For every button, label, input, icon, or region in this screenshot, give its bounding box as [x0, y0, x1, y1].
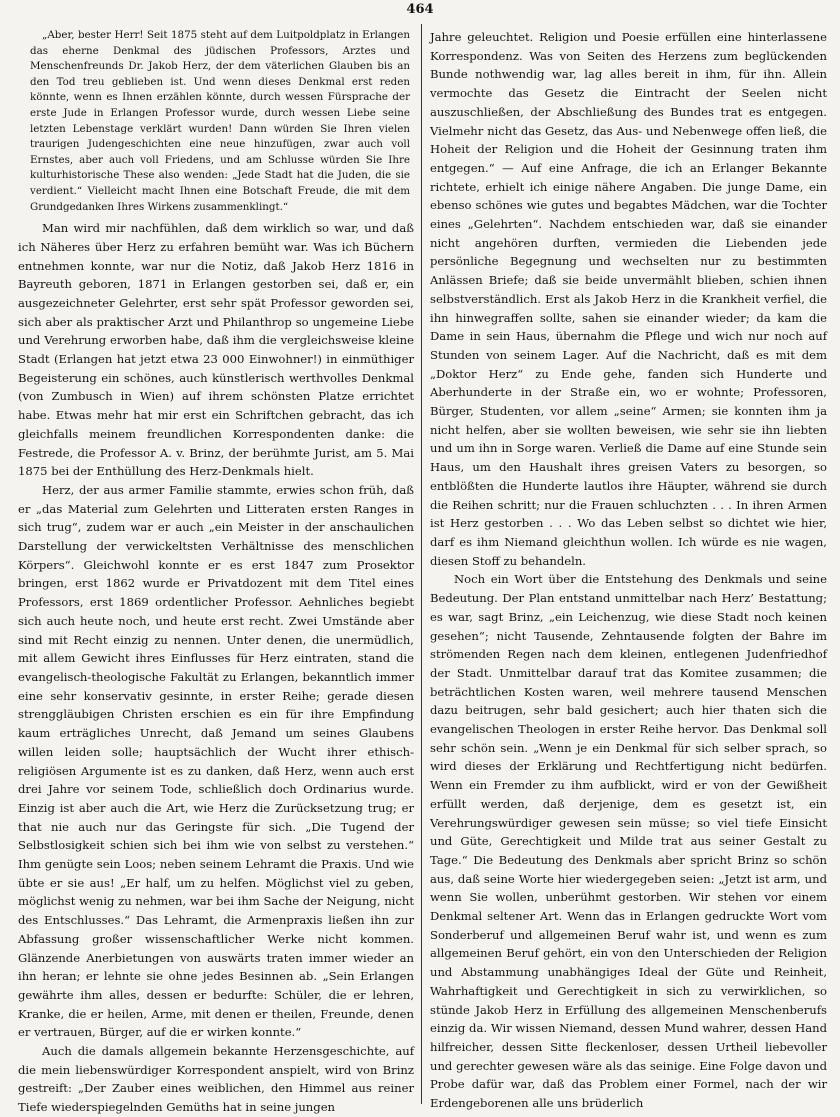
paragraph: Noch ein Wort über die Entstehung des Denkmals und seine Bedeutung. Der Plan entstand unmittelbar nach Herz’ Bestattung; es war, sagt Brinz, „ein Leichenzug, wie diese Stadt noch keinen gesehen“; nicht Tausende, Zehntausende folgten der Bahre im strömenden Regen nach dem kleinen, entlegenen Judenfriedhof der Stadt. Unmittelbar darauf trat das Komitee zusammen; die beträchtlichen Kosten waren, weil mehrere tausend Menschen dazu beitrugen, sehr bald gesichert; auch hier thaten sich die evangelischen Theologen in erster Reihe hervor. Das Denkmal soll sehr schön sein. „Wenn je ein Denkmal für sich selber sprach, so wird dieses der Erklärung und Rechtfertigung nicht bedürfen. Wenn ein Fremder zu ihm aufblickt, wird er von der Gewißheit erfüllt werden, daß derjenige, dem es gesetzt ist, ein Verehrungswürdiger gewesen sein müsse; so viel tiefe Einsicht und Güte, Gerechtigkeit und Milde trat aus seiner Gestalt zu Tage.“ Die Bedeutung des Denkmals aber spricht Brinz so schön aus, daß seine Worte hier wiedergegeben seien: „Jetzt ist arm, und wenn Sie wollen, unberühmt gestorben. Wir stehen vor einem Denkmal seltener Art. Wenn das in Erlangen gedruckte Wort vom Sonderberuf und allgemeinen Beruf wahr ist, und wenn es zum allgemeinen Beruf gehört, ein von den Unterschieden der Religion und Abstammung unabhängiges Ideal der Güte und Reinheit, Wahrhaftigkeit und Gerechtigkeit in sich zu verwirklichen, so stünde Jakob Herz in Erfüllung des allgemeinen Menschenberufs einzig da. Wir wissen Niemand, dessen Mund wahrer, dessen Hand hilfreicher, dessen Sitte fleckenloser, dessen Urtheil liebevoller und gerechter gewesen wäre als das seinige. Eine Folge davon und Probe dafür war, daß das Problem einer Formel, nach der wir Erdengeborenen alle uns brüderlich [430, 572, 827, 1111]
right-column [430, 28, 827, 1111]
column-divider [421, 24, 422, 1104]
paragraph: Herz, der aus armer Familie stammte, erwies schon früh, daß er „das Material zum Gelehrten und Litteraten ersten Ranges in sich trug“, zudem war er auch „ein Meister in der anschaulichen Darstellung der verwickeltsten Verhältnisse des menschlichen Körpers“. Gleichwohl konnte er es erst 1847 zum Prosektor bringen, erst 1862 wurde er Privatdozent mit dem Titel eines Professors, erst 1869 ordentlicher Professor. Aehnliches begiebt sich auch heute noch, und heute erst recht. Zwei Umstände aber sind mit Recht einzig zu nennen. Unter denen, die unermüdlich, mit allem Gewicht ihres Einflusses für Herz eintraten, stand die evangelisch-theologische Fakultät zu Erlangen, bekanntlich immer eine sehr konservativ gesinnte, in erster Reihe; gerade diesen strenggläubigen Christen erschien es ein für ihre Empfindung kaum erträgliches Unrecht, daß Jemand um seines Glaubens willen leiden solle; hauptsächlich der Wucht ihrer ethisch-religiösen Argumente ist es zu danken, daß Herz, wenn auch erst drei Jahre vor seinem Tode, schließlich doch Ordinarius wurde. Einzig ist aber auch die Art, wie Herz die Zurücksetzung trug; er that nie auch nur das Geringste für sich. „Die Tugend der Selbstlosigkeit schien sich bei ihm wie von selbst zu verstehen.“ Ihm genügte sein Loos; neben seinem Lehramt die Praxis. Und wie übte er sie aus! „Er half, um zu helfen. Möglichst viel zu geben, möglichst wenig zu nehmen, war bei ihm Sache der Neigung, nicht des Entschlusses.“ Das Lehramt, die Armenpraxis ließen ihn zur Abfassung großer wissenschaftlicher Werke nicht kommen. Glänzende Anerbietungen von auswärts traten immer wieder an ihn heran; er lehnte sie ohne jedes Besinnen ab. „Sein Erlangen gewährte ihm alles, dessen er bedurfte: Schüler, die er lehren, Kranke, die er heilen, Arme, mit denen er theilen, Freunde, denen er vertrauen, Bürger, auf die er wirken konnte.“ [18, 482, 414, 1040]
opening-quote: „Aber, bester Herr! Seit 1875 steht auf dem Luitpoldplatz in Erlangen das eherne Denkmal des jüdischen Professors, Arztes und Menschenfreunds Dr. Jakob Herz, der dem väterlichen Glauben bis an den Tod treu geblieben ist. Und wenn dieses Denkmal erst reden könnte, wenn es Ihnen erzählen könnte, durch wessen Fürsprache der erste Jude in Erlangen Professor wurde, durch wessen Liebe seine letzten Lebenstage verklärt wurden! Dann würden Sie Ihren vielen traurigen Judengeschichten eine neue hinzufügen, zwar auch voll Ernstes, aber auch voll Friedens, und am Schlusse würden Sie Ihre kulturhistorische These also wenden: „Jede Stadt hat die Juden, die sie verdient.“ Vielleicht macht Ihnen eine Botschaft Freude, die mit dem Grundgedanken Ihres Wirkens zusammenklingt.“ [30, 29, 410, 213]
left-column [18, 28, 414, 1115]
continued-paragraph: Jahre geleuchtet. Religion und Poesie erfüllen eine hinterlassene Korrespondenz. Was von Seiten des Herzens zum beglückenden Bunde nothwendig war, lag alles bereit in ihm, für ihn. Allein vermochte das Gesetz die Eintracht der Seelen nicht auszuschließen, der Abschließung des Bundes trat es entgegen. Vielmehr nicht das Gesetz, das Aus- und Nebenwege offen ließ, die Hoheit der Religion und die Hoheit der Gesinnung traten ihm entgegen.“ — Auf eine Anfrage, die ich an Erlanger Bekannte richtete, erhielt ich einige nähere Angaben. Die junge Dame, ein ebenso schönes wie gutes und begabtes Mädchen, war die Tochter eines „Gelehrten“. Nachdem entschieden war, daß sie einander nicht angehören durften, vermieden die Liebenden jede persönliche Begegnung und wechselten nur zu bestimmten Anlässen Briefe; daß sie beide unvermählt blieben, schien ihnen selbstverständlich. Erst als Jakob Herz in die Krankheit verfiel, die ihn hinwegraffen sollte, sahen sie einander wieder; da kam die Dame in sein Haus, übernahm die Pflege und wich nur noch auf Stunden von seinem Lager. Auf die Nachricht, daß es mit dem „Doktor Herz“ zu Ende gehe, fanden sich Hunderte und Aberhunderte in der Straße ein, wo er wohnte; Professoren, Bürger, Studenten, vor allem „seine“ Armen; sie konnten ihm ja nicht helfen, aber sie wollten beweisen, wie sehr sie ihn liebten und um ihn in Sorge waren. Verließ die Dame auf eine Stunde sein Haus, um den Haushalt ihres greisen Vaters zu besorgen, so entblößten die Hunderte lautlos ihre Häupter, während sie durch die Reihen schritt; nur die Frauen schluchzten . . . In ihren Armen ist Herz gestorben . . . Wo das Leben selbst so dichtet wie hier, darf es ihm Niemand gleichthun wollen. Ich würde es nie wagen, diesen Stoff zu behandeln. [430, 30, 827, 568]
paragraph: Auch die damals allgemein bekannte Herzensgeschichte, auf die mein liebenswürdiger Korrespondent anspielt, wird von Brinz gestreift: „Der Zauber eines weiblichen, den Himmel aus reiner Tiefe wiederspiegelnden Gemüths hat in seine jungen [18, 1044, 414, 1115]
paragraph: Man wird mir nachfühlen, daß dem wirklich so war, und daß ich Näheres über Herz zu erfahren bemüht war. Was ich Büchern entnehmen konnte, war nur die Notiz, daß Jakob Herz 1816 in Bayreuth geboren, 1871 in Erlangen gestorben sei, daß er, ein ausgezeichneter Gelehrter, erst sehr spät Professor geworden sei, sich aber als praktischer Arzt und Philanthrop so ungemeine Liebe und Verehrung erworben habe, daß ihm die vergleichsweise kleine Stadt (Erlangen hat jetzt etwa 23 000 Einwohner!) in einmüthiger Begeisterung ein schönes, auch künstlerisch werthvolles Denkmal (von Zumbusch in Wien) auf ihrem schönsten Platze errichtet habe. Etwas mehr hat mir erst ein Schriftchen gebracht, das ich gleichfalls meinem freundlichen Korrespondenten danke: die Festrede, die Professor A. v. Brinz, der berühmte Jurist, am 5. Mai 1875 bei der Enthüllung des Herz-Denkmals hielt. [18, 221, 414, 479]
page-number: 464 [406, 2, 434, 17]
